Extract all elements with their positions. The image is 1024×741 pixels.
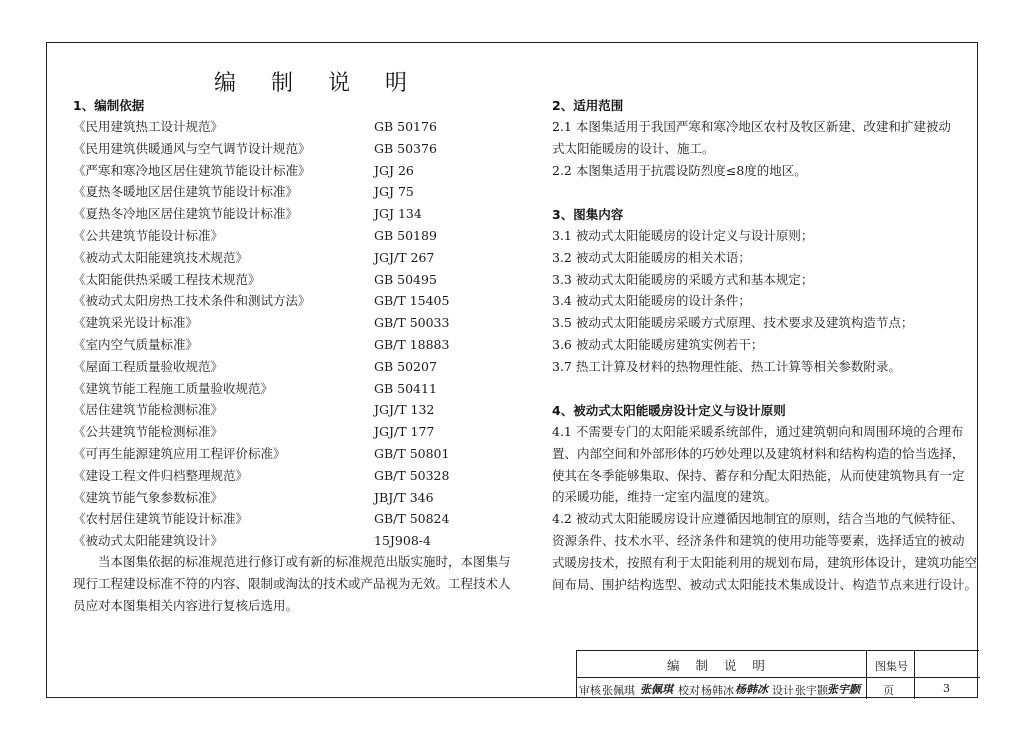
standard-name: 《被动式太阳能建筑技术规范》 [73,249,249,265]
standard-code: GB 50189 [374,227,437,243]
section4-line: 置、内部空间和外部形体的巧妙处理以及建筑材料和结构构造的恰当选择， [552,445,965,461]
page-number: 3 [943,682,950,695]
title-block-vline [914,651,915,699]
standard-row [73,247,523,269]
section1-heading: 1、编制依据 [73,98,145,113]
section4-line: 间布局、围护结构选型、被动式太阳能技术集成设计、构造节点来进行设计。 [552,576,978,592]
section2-line2: 式太阳能暖房的设计、施工。 [552,141,715,156]
standard-row [73,116,523,138]
standard-name: 《屋面工程质量验收规范》 [73,358,224,374]
standard-code: JGJ 75 [374,184,414,200]
standard-row [73,138,523,160]
standard-name: 《建筑节能工程施工质量验收规范》 [73,380,274,396]
standard-row [73,225,523,247]
standard-code: 15J908-4 [374,533,431,549]
standard-name: 《可再生能源建筑应用工程评价标准》 [73,445,286,461]
title-block-vline [866,651,867,699]
standard-row [73,465,523,487]
standard-name: 《室内空气质量标准》 [73,336,199,352]
section4-line: 式暖房技术，按照有利于太阳能利用的规划布局，建筑形体设计，建筑功能空 [552,554,978,570]
standards-list [73,116,523,552]
section4-line: 使其在冬季能够集取、保持、蓄存和分配太阳热能，从而使建筑物具有一定 [552,467,965,483]
atlas-number-label: 图集号 [875,660,908,673]
standard-name: 《建筑采光设计标准》 [73,315,199,331]
standard-name: 《夏热冬暖地区居住建筑节能设计标准》 [73,184,299,200]
standard-code: JBJ/T 346 [374,489,434,505]
design-label: 设计 [772,684,794,697]
standard-code: GB/T 50328 [374,467,450,483]
standard-code: GB 50176 [374,119,437,134]
standard-row [73,378,523,400]
section3-heading: 3、图集内容 [552,207,624,222]
standard-code: JGJ/T 267 [374,249,435,265]
section2-line3: 2.2 本图集适用于抗震设防烈度≤8度的地区。 [552,163,807,178]
standard-row [73,487,523,509]
section2-heading: 2、适用范围 [552,98,624,113]
standard-row [73,181,523,203]
standard-row [73,399,523,421]
check-signature: 杨韩冰 [735,683,768,696]
standard-row [73,443,523,465]
page-title: 编 制 说 明 [214,71,421,96]
check-label: 校对 [678,684,700,697]
section3-item: 3.5 被动式太阳能暖房采暖方式原理、技术要求及建筑构造节点； [552,315,914,331]
standard-row [73,312,523,334]
standard-code: GB/T 50033 [374,315,450,331]
standard-row [73,203,523,225]
section3-item: 3.2 被动式太阳能暖房的相关术语； [552,249,751,265]
standard-name: 《严寒和寒冷地区居住建筑节能设计标准》 [73,162,311,178]
review-name: 张佩琪 [602,684,635,697]
standard-name: 《被动式太阳能建筑设计》 [73,533,224,549]
section4-line: 的采暖功能，维持一定室内温度的建筑。 [552,489,778,505]
standard-row [73,334,523,356]
standard-row [73,508,523,530]
section4-line: 4.1 不需要专门的太阳能采暖系统部件，通过建筑朝向和周围环境的合理布 [552,424,964,439]
standard-code: GB 50376 [374,140,437,156]
design-signature: 张宇颢 [827,683,860,696]
standard-row [73,160,523,182]
standard-code: GB 50495 [374,271,437,287]
standard-row [73,290,523,312]
standard-code: GB/T 50801 [374,445,450,461]
standard-code: JGJ 26 [374,162,414,178]
standard-code: GB 50411 [374,380,437,396]
standard-code: JGJ 134 [374,206,422,222]
section2-line1: 2.1 本图集适用于我国严寒和寒冷地区农村及牧区新建、改建和扩建被动 [552,119,951,134]
standard-name: 《农村居住建筑节能设计标准》 [73,511,249,527]
standard-code: JGJ/T 132 [374,402,435,418]
design-name: 张宇颢 [795,684,828,697]
section3-item: 3.4 被动式太阳能暖房的设计条件； [552,293,751,309]
review-signature: 张佩琪 [640,683,673,696]
standard-code: GB/T 15405 [374,293,450,309]
page-label: 页 [883,684,894,697]
section4-line: 资源条件、技术水平、经济条件和建筑的使用功能等要素，选择适宜的被动 [552,532,965,548]
section4-line: 4.2 被动式太阳能暖房设计应遵循因地制宜的原则，结合当地的气候特征、 [552,511,964,527]
standard-name: 《建设工程文件归档整理规范》 [73,467,249,483]
standard-row [73,269,523,291]
section3-item: 3.3 被动式太阳能暖房的采暖方式和基本规定； [552,271,814,287]
standard-name: 《太阳能供热采暖工程技术规范》 [73,271,261,287]
standard-row [73,421,523,443]
standard-name: 《民用建筑热工设计规范》 [73,119,224,134]
section3-list [552,225,913,378]
section3-item: 3.6 被动式太阳能暖房建筑实例若干； [552,336,764,352]
standard-name: 《夏热冬冷地区居住建筑节能设计标准》 [73,206,299,222]
title-block [576,650,979,698]
check-name: 杨韩冰 [701,684,734,697]
standard-row [73,530,523,552]
standard-code: GB 50207 [374,358,437,374]
standard-name: 《被动式太阳房热工技术条件和测试方法》 [73,293,311,309]
section3-item: 3.1 被动式太阳能暖房的设计定义与设计原则； [552,228,814,243]
standard-name: 《公共建筑节能设计标准》 [73,227,224,243]
title-block-title: 编 制 说 明 [667,658,771,673]
section4-body [552,421,977,595]
standard-row [73,356,523,378]
standard-code: GB/T 50824 [374,511,450,527]
section1-note: 当本图集依据的标准规范进行修订或有新的标准规范出版实施时，本图集与现行工程建设标准不符的内容、限制或淘汰的技术或产品视为无效。工程技术人员应对本图集相关内容进行复核后选用。 [73,554,511,613]
standard-code: GB/T 18883 [374,336,450,352]
standard-name: 《民用建筑供暖通风与空气调节设计规范》 [73,140,311,156]
standard-name: 《居住建筑节能检测标准》 [73,402,224,418]
section4-heading: 4、被动式太阳能暖房设计定义与设计原则 [552,403,786,418]
review-label: 审核 [579,684,601,697]
title-block-divider [577,677,980,678]
standard-name: 《建筑节能气象参数标准》 [73,489,224,505]
section3-item: 3.7 热工计算及材料的热物理性能、热工计算等相关参数附录。 [552,358,901,374]
standard-code: JGJ/T 177 [374,424,435,440]
standard-name: 《公共建筑节能检测标准》 [73,424,224,440]
